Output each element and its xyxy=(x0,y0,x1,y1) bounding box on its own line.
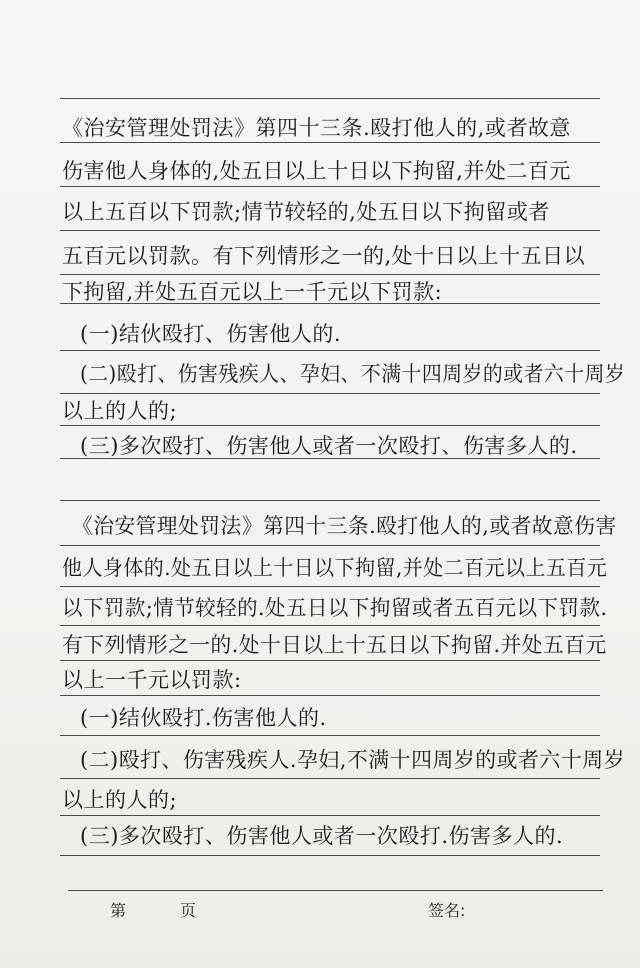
ruled-line xyxy=(60,778,600,779)
page-label-right: 页 xyxy=(180,901,197,920)
ruled-line xyxy=(60,98,600,99)
section1-line-2: 伤害他人身体的,处五日以上十日以下拘留,并处二百元 xyxy=(62,159,571,183)
page-label-left: 第 xyxy=(110,901,127,920)
section1-line-1: 《治安管理处罚法》第四十三条.殴打他人的,或者故意 xyxy=(62,116,571,140)
section2-item-2-cont: 以上的人的; xyxy=(62,788,178,812)
ruled-line xyxy=(60,393,600,394)
section2-item-2: (二)殴打、伤害残疾人.孕妇,不满十四周岁的或者六十周岁 xyxy=(80,748,625,772)
ruled-line xyxy=(60,500,600,501)
ruled-line xyxy=(60,230,600,231)
section2-line-4: 有下列情形之一的.处十日以上十五日以下拘留.并处五百元 xyxy=(62,633,607,657)
section1-item-3: (三)多次殴打、伤害他人或者一次殴打、伤害多人的. xyxy=(80,434,578,458)
ruled-line xyxy=(60,350,600,351)
footer-rule xyxy=(68,890,603,891)
section1-line-5: 下拘留,并处五百元以上一千元以下罚款: xyxy=(62,280,443,304)
section1-item-2: (二)殴打、伤害残疾人、孕妇、不满十四周岁的或者六十周岁 xyxy=(80,362,626,386)
section2-item-1: (一)结伙殴打.伤害他人的. xyxy=(80,706,327,730)
section1-line-4: 五百元以罚款。有下列情形之一的,处十日以上十五日以 xyxy=(62,244,586,268)
section1-item-2-cont: 以上的人的; xyxy=(62,399,178,423)
ruled-line xyxy=(60,274,600,275)
section2-item-3: (三)多次殴打、伤害他人或者一次殴打.伤害多人的. xyxy=(80,824,564,848)
section2-line-2: 他人身体的.处五日以上十日以下拘留,并处二百元以上五百元 xyxy=(62,556,608,580)
section2-line-3: 以下罚款;情节较轻的.处五日以下拘留或者五百元以下罚款. xyxy=(62,596,608,620)
ruled-line xyxy=(60,735,600,736)
ruled-line xyxy=(60,545,600,546)
ruled-line xyxy=(60,625,600,626)
section1-line-3: 以上五百以下罚款;情节较轻的,处五日以下拘留或者 xyxy=(62,200,550,224)
section1-item-1: (一)结伙殴打、伤害他人的. xyxy=(80,322,342,346)
signature-label: 签名: xyxy=(428,901,466,920)
ruled-line xyxy=(60,855,600,856)
section2-line-5: 以上一千元以罚款: xyxy=(62,668,242,692)
section2-line-1: 《治安管理处罚法》第四十三条.殴打他人的,或者故意伤害 xyxy=(72,514,617,538)
ruled-line xyxy=(60,586,600,587)
